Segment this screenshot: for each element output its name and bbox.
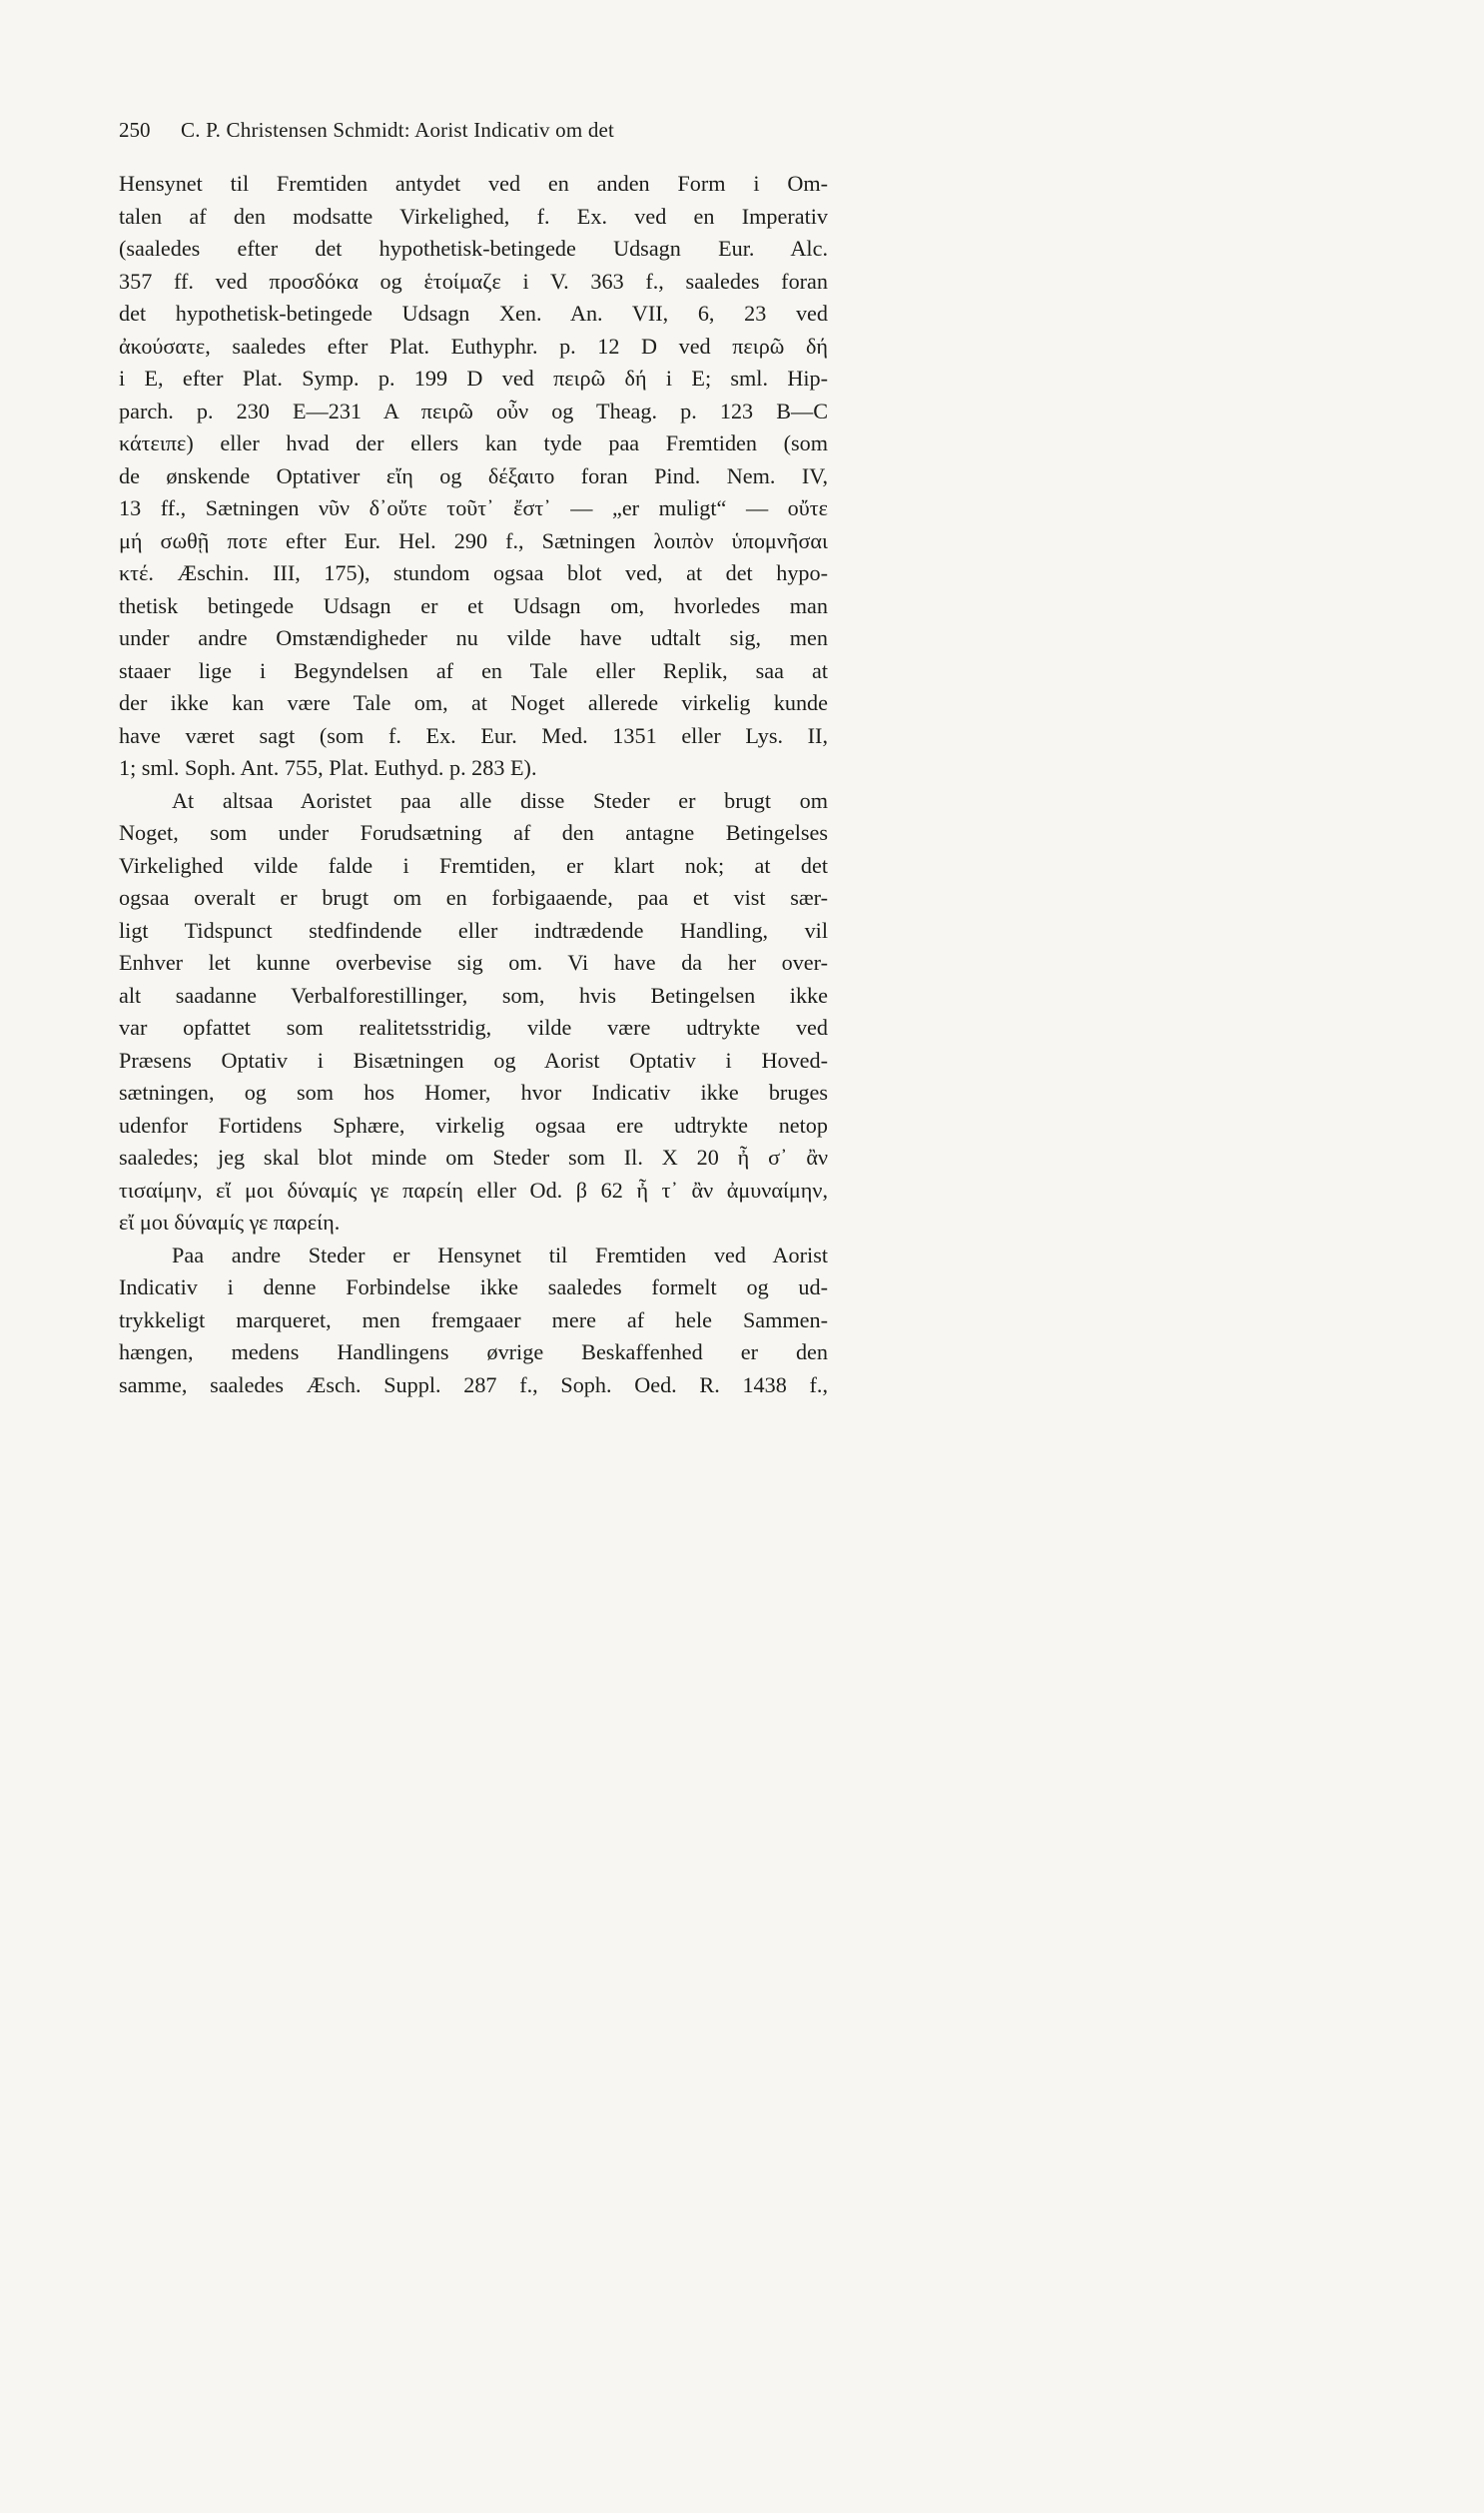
body-text <box>119 168 828 1401</box>
document-page <box>0 0 925 1566</box>
text-line: trykkeligt marqueret, men fremgaaer mere af hele Sammen- <box>119 1306 828 1332</box>
text-line: staaer lige i Begyndelsen af en Tale eller Replik, saa at <box>119 657 828 683</box>
text-line: udenfor Fortidens Sphære, virkelig ogsaa ere udtrykte netop <box>119 1112 828 1138</box>
text-line: Virkelighed vilde falde i Fremtiden, er klart nok; at det <box>119 852 828 878</box>
text-line: Enhver let kunne overbevise sig om. Vi have da her over- <box>119 950 828 975</box>
text-line: samme, saaledes Æsch. Suppl. 287 f., Soph. Oed. R. 1438 f., <box>119 1371 828 1397</box>
text-line: Noget, som under Forudsætning af den antagne Betingelses <box>119 820 828 845</box>
text-line: ligt Tidspunct stedfindende eller indtrædende Handling, vil <box>119 917 828 943</box>
text-line: At altsaa Aoristet paa alle disse Steder er brugt om <box>172 787 828 813</box>
text-line: alt saadanne Verbalforestillinger, som, hvis Betingelsen ikke <box>119 982 828 1008</box>
running-head <box>119 118 818 148</box>
text-line: εἴ μοι δύναμίς γε παρείη. <box>119 1210 341 1235</box>
text-line: 13 ff., Sætningen νῦν δ᾽οὔτε τοῦτ᾽ ἔστ᾽ — „er muligt“ — οὔτε <box>119 495 828 520</box>
text-line: talen af den modsatte Virkelighed, f. Ex. ved en Imperativ <box>119 203 828 229</box>
text-line: Hensynet til Fremtiden antydet ved en anden Form i Om- <box>119 171 828 196</box>
text-line: 1; sml. Soph. Ant. 755, Plat. Euthyd. p. 283 E). <box>119 755 537 780</box>
text-line: under andre Omstændigheder nu vilde have udtalt sig, men <box>119 625 828 650</box>
text-line: (saaledes efter det hypothetisk-betingede Udsagn Eur. Alc. <box>119 236 828 261</box>
text-line: var opfattet som realitetsstridig, vilde være udtrykte ved <box>119 1015 828 1040</box>
text-line: ἀκούσατε, saaledes efter Plat. Euthyphr. p. 12 D ved πειρῶ δή <box>119 333 828 359</box>
text-line: thetisk betingede Udsagn er et Udsagn om, hvorledes man <box>119 592 828 618</box>
text-line: i E, efter Plat. Symp. p. 199 D ved πειρῶ δή i E; sml. Hip- <box>119 366 828 391</box>
text-line: τισαίμην, εἴ μοι δύναμίς γε παρείη eller Od. β 62 ἦ τ᾽ ἂν ἀμυναίμην, <box>119 1177 828 1203</box>
text-line: de ønskende Optativer εἴη og δέξαιτο foran Pind. Nem. IV, <box>119 462 828 488</box>
text-line: μή σωθῇ ποτε efter Eur. Hel. 290 f., Sætningen λοιπὸν ὑπομνῆσαι <box>119 527 828 553</box>
text-line: have været sagt (som f. Ex. Eur. Med. 1351 eller Lys. II, <box>119 722 828 748</box>
text-line: sætningen, og som hos Homer, hvor Indicativ ikke bruges <box>119 1080 828 1105</box>
text-line: Indicativ i denne Forbindelse ikke saaledes formelt og ud- <box>119 1274 828 1299</box>
text-line: 357 ff. ved προσδόκα og ἑτοίμαζε i V. 363 f., saaledes foran <box>119 268 828 294</box>
text-line: ogsaa overalt er brugt om en forbigaaende, paa et vist sær- <box>119 885 828 910</box>
running-head-title: C. P. Christensen Schmidt: Aorist Indicativ om det <box>181 118 615 142</box>
text-line: saaledes; jeg skal blot minde om Steder som Il. X 20 ἦ σ᾽ ἂν <box>119 1145 828 1170</box>
text-line: det hypothetisk-betingede Udsagn Xen. An. VII, 6, 23 ved <box>119 301 828 326</box>
text-line: κτέ. Æschin. III, 175), stundom ogsaa blot ved, at det hypo- <box>119 560 828 585</box>
text-line: hængen, medens Handlingens øvrige Beskaffenhed er den <box>119 1339 828 1364</box>
text-line: Præsens Optativ i Bisætningen og Aorist Optativ i Hoved- <box>119 1047 828 1073</box>
text-line: κάτειπε) eller hvad der ellers kan tyde paa Fremtiden (som <box>119 430 828 455</box>
text-line: Paa andre Steder er Hensynet til Fremtiden ved Aorist <box>172 1242 828 1267</box>
page-number: 250 <box>119 118 151 142</box>
text-line: parch. p. 230 E—231 A πειρῶ οὖν og Theag. p. 123 B—C <box>119 398 828 423</box>
text-line: der ikke kan være Tale om, at Noget allerede virkelig kunde <box>119 690 828 715</box>
